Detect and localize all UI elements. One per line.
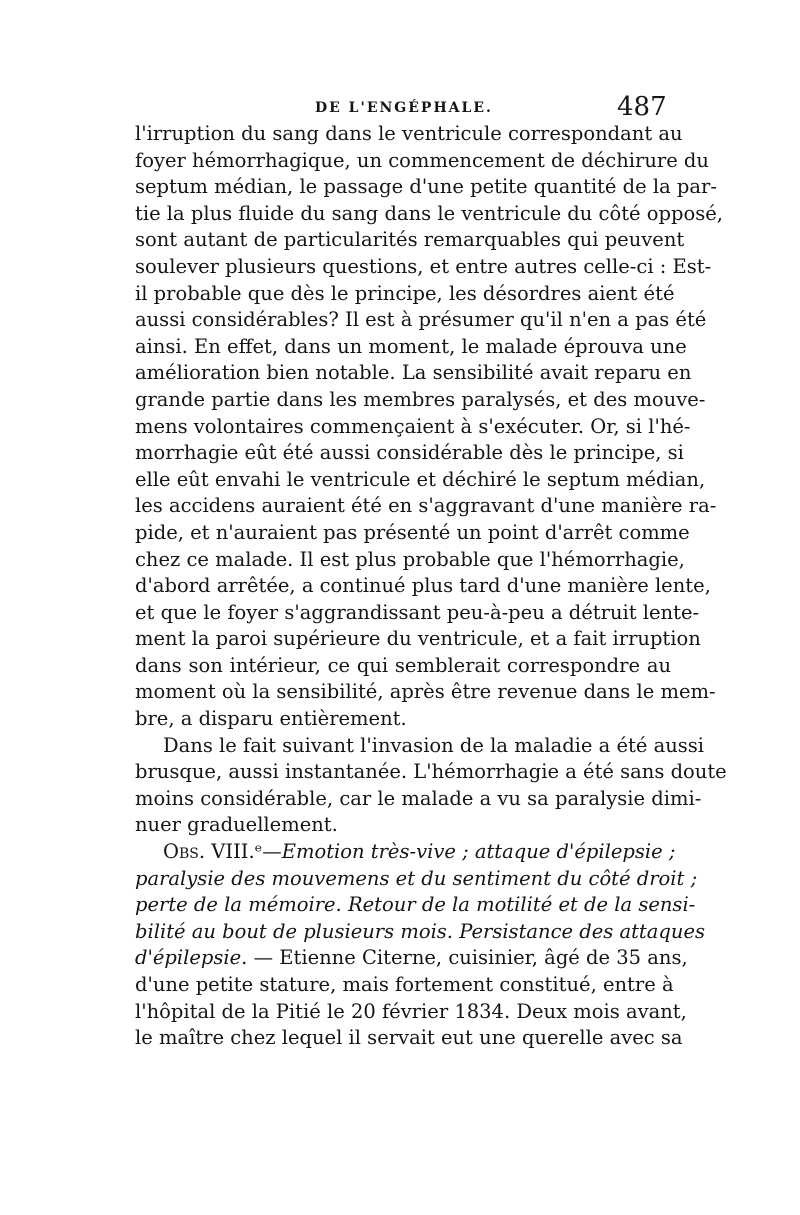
- page-number: 487: [617, 92, 667, 122]
- text-line: tie la plus fluide du sang dans le ventricule du côté opposé,: [135, 201, 723, 225]
- obs-title-line-5: d'épilepsie.: [135, 946, 248, 970]
- running-head: DE L'ENGÉPHALE.: [315, 100, 493, 116]
- text-line: chez ce malade. Il est plus probable que l'hémorrhagie,: [135, 547, 685, 571]
- text-line: mens volontaires commençaient à s'exécuter. Or, si l'hé-: [135, 414, 691, 438]
- obs-label: Obs.: [163, 840, 206, 864]
- obs-text-start: — Etienne Citerne, cuisinier, âgé de 35 ans,: [253, 946, 688, 970]
- obs-line-5: [135, 945, 688, 972]
- text-line: ainsi. En effet, dans un moment, le malade éprouva une: [135, 334, 687, 358]
- text-line: moment où la sensibilité, après être revenue dans le mem-: [135, 680, 716, 704]
- text-line: d'une petite stature, mais fortement constitué, entre à: [135, 973, 674, 996]
- text-line: l'irruption du sang dans le ventricule correspondant au: [135, 122, 683, 145]
- text-line: les accidens auraient été en s'aggravant d'une manière ra-: [135, 494, 717, 518]
- text-line: aussi considérables? Il est à présumer qu'il n'en a pas été: [135, 308, 707, 332]
- text-line: il probable que dès le principe, les désordres aient été: [135, 281, 675, 305]
- text-line: d'abord arrêtée, a continué plus tard d'une manière lente,: [135, 574, 711, 598]
- text-line: amélioration bien notable. La sensibilité avait reparu en: [135, 361, 692, 385]
- paragraph-start-line: Dans le fait suivant l'invasion de la maladie a été aussi: [163, 733, 705, 757]
- text-line: soulever plusieurs questions, et entre autres celle-ci : Est-: [135, 254, 712, 278]
- text-line: et que le foyer s'aggrandissant peu-à-peu a détruit lente-: [135, 600, 700, 624]
- obs-title-line-1: Emotion très-vive ; attaque d'épilepsie ;: [281, 840, 676, 864]
- text-line: brusque, aussi instantanée. L'hémorrhagie a été sans doute: [135, 760, 727, 784]
- text-line: dans son intérieur, ce qui semblerait correspondre au: [135, 653, 671, 677]
- text-line: nuer graduellement.: [135, 813, 338, 837]
- body-text: [135, 121, 727, 1052]
- text-line: pide, et n'auraient pas présenté un point d'arrêt comme: [135, 520, 690, 544]
- text-line: bre, a disparu entièrement.: [135, 707, 407, 731]
- text-line: sont autant de particularités remarquables qui peuvent: [135, 228, 685, 252]
- text-line: ment la paroi supérieure du ventricule, et a fait irruption: [135, 627, 701, 651]
- text-line: le maître chez lequel il servait eut une querelle avec sa: [135, 1026, 683, 1050]
- observation-heading-line: [135, 839, 676, 866]
- page-header: [0, 94, 800, 124]
- obs-title-line-3: perte de la mémoire. Retour de la motilité et de la sensi-: [135, 893, 696, 917]
- text-line: morrhagie eût été aussi considérable dès le principe, si: [135, 441, 684, 465]
- obs-title-line-4: bilité au bout de plusieurs mois. Persistance des attaques: [135, 919, 705, 943]
- obs-number: VIII.ᵉ: [211, 840, 263, 864]
- text-line: foyer hémorrhagique, un commencement de déchirure du: [135, 148, 709, 172]
- text-line: moins considérable, car le malade a vu sa paralysie dimi-: [135, 786, 702, 810]
- text-line: elle eût envahi le ventricule et déchiré le septum médian,: [135, 467, 706, 491]
- text-line: septum médian, le passage d'une petite quantité de la par-: [135, 175, 717, 199]
- obs-dash: —: [262, 840, 282, 864]
- text-line: grande partie dans les membres paralysés, et des mouve-: [135, 387, 706, 411]
- obs-title-line-2: paralysie des mouvemens et du sentiment du côté droit ;: [135, 866, 698, 890]
- text-line: l'hôpital de la Pitié le 20 février 1834. Deux mois avant,: [135, 999, 687, 1023]
